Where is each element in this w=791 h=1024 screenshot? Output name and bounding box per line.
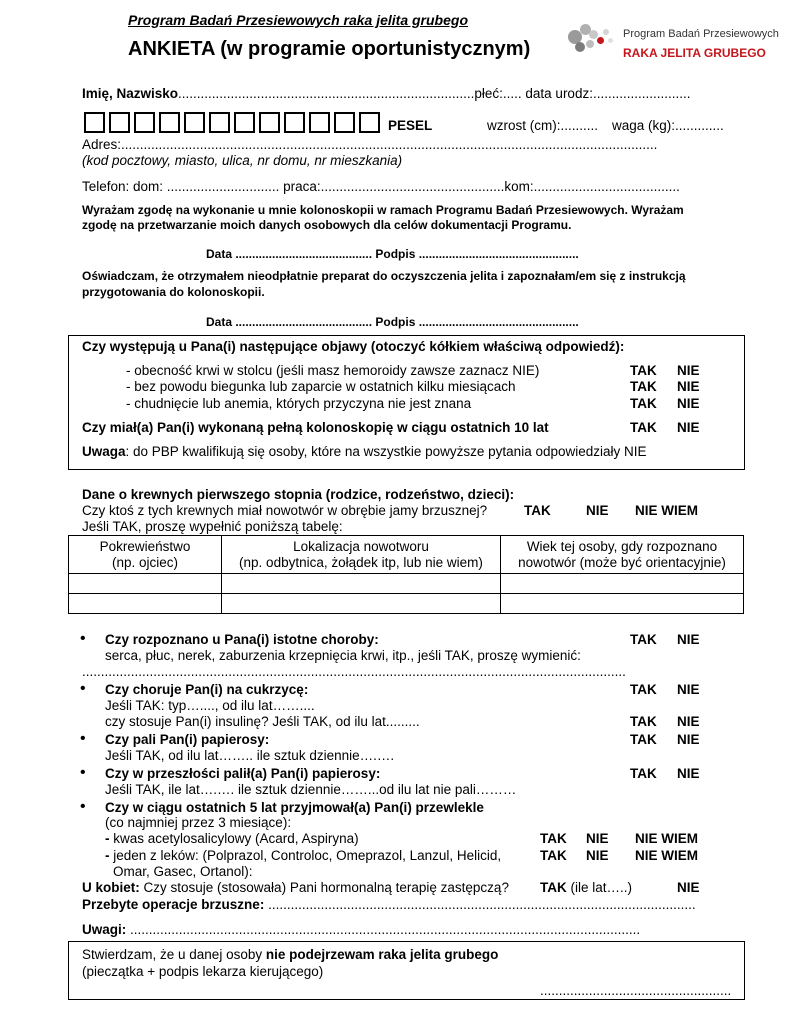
answer-no[interactable]: NIE bbox=[677, 632, 700, 647]
question-diseases: Czy rozpoznano u Pana(i) istotne choroby: bbox=[105, 632, 379, 647]
hrt-yes[interactable]: TAK (ile lat…..) bbox=[540, 880, 633, 895]
medication-sub: (co najmniej przez 3 miesiące): bbox=[105, 815, 292, 830]
name-row[interactable] bbox=[82, 86, 690, 101]
dob-label: data urodz:.......................... bbox=[525, 86, 691, 101]
question-diabetes: Czy choruje Pan(i) na cukrzycę: bbox=[105, 682, 309, 697]
address-row[interactable]: Adres:............................................................................................................................................... bbox=[82, 137, 658, 152]
column-header: Pokrewieństwo (np. ojciec) bbox=[69, 536, 222, 574]
symptom-item: - chudnięcie lub anemia, których przyczyna nie jest znana bbox=[126, 396, 472, 411]
answer-yes[interactable]: TAK bbox=[630, 714, 657, 729]
medication-ppi: - jeden z leków: (Polprazol, Controloc, Omeprazol, Lanzul, Helicid, bbox=[105, 848, 502, 863]
past-smoking-sub[interactable]: Jeśli TAK, ile lat….…. ile sztuk dziennie……...od ilu lat nie pali……… bbox=[105, 782, 517, 797]
consent2-line2: przygotowania do kolonoskopii. bbox=[82, 285, 265, 299]
symptom-item: - bez powodu biegunka lub zaparcie w ostatnich kilku miesiącach bbox=[126, 379, 516, 394]
pesel-label: PESEL bbox=[388, 118, 433, 133]
program-title: Program Badań Przesiewowych raka jelita grubego bbox=[128, 12, 468, 28]
answer-yes[interactable]: TAK bbox=[630, 682, 657, 697]
smoking-sub[interactable]: Jeśli TAK, od ilu lat…….. ile sztuk dziennie….…. bbox=[105, 748, 395, 763]
logo-line2: RAKA JELITA GRUBEGO bbox=[623, 46, 766, 60]
answer-dont-know[interactable]: NIE WIEM bbox=[635, 848, 698, 863]
symptoms-note: Uwaga: do PBP kwalifikują się osoby, które na wszystkie powyższe pytania odpowiedziały NIE bbox=[82, 444, 647, 459]
answer-dont-know[interactable]: NIE WIEM bbox=[635, 831, 698, 846]
answer-no[interactable]: NIE bbox=[586, 503, 609, 518]
answer-no[interactable]: NIE bbox=[677, 714, 700, 729]
medication-ppi-cont: Omar, Gasec, Ortanol): bbox=[113, 864, 253, 879]
signature-line-2[interactable]: Data ......................................... Podpis ................................................ bbox=[206, 315, 579, 329]
table-header-row bbox=[69, 536, 744, 574]
diabetes-sub[interactable]: Jeśli TAK: typ…...., od ilu lat…….... bbox=[105, 698, 315, 713]
answer-no[interactable]: NIE bbox=[677, 420, 700, 435]
consent1-line1: Wyrażam zgodę na wykonanie u mnie kolonoskopii w ramach Programu Badań Przesiewowych. Wyrażam bbox=[82, 203, 684, 217]
answer-no[interactable]: NIE bbox=[677, 732, 700, 747]
answer-no[interactable]: NIE bbox=[677, 363, 700, 378]
answer-no[interactable]: NIE bbox=[586, 831, 609, 846]
symptom-item: - obecność krwi w stolcu (jeśli masz hemoroidy zawsze zaznacz NIE) bbox=[126, 363, 540, 378]
answer-no[interactable]: NIE bbox=[677, 379, 700, 394]
answer-yes[interactable]: TAK bbox=[630, 379, 657, 394]
answer-yes[interactable]: TAK bbox=[630, 363, 657, 378]
name-dots: ............................................................................... bbox=[178, 86, 475, 101]
answer-yes[interactable]: TAK bbox=[630, 766, 657, 781]
answer-no[interactable]: NIE bbox=[677, 396, 700, 411]
address-hint: (kod pocztowy, miasto, ulica, nr domu, nr mieszkania) bbox=[82, 153, 403, 168]
answer-yes[interactable]: TAK bbox=[630, 632, 657, 647]
bullet-icon: • bbox=[80, 798, 86, 815]
bullet-icon: • bbox=[80, 764, 86, 781]
relatives-table bbox=[68, 535, 744, 614]
answer-yes[interactable]: TAK bbox=[630, 396, 657, 411]
diseases-answer-line[interactable]: ................................................................................................................................................. bbox=[82, 664, 626, 679]
answer-yes[interactable]: TAK bbox=[540, 831, 567, 846]
symptoms-heading: Czy występują u Pana(i) następujące objawy (otoczyć kółkiem właściwą odpowiedź): bbox=[82, 339, 625, 354]
answer-no[interactable]: NIE bbox=[677, 880, 700, 895]
bullet-icon: • bbox=[80, 680, 86, 697]
question-past-smoking: Czy w przeszłości palił(a) Pan(i) papierosy: bbox=[105, 766, 381, 781]
hrt-question: U kobiet: Czy stosuje (stosowała) Pani hormonalną terapię zastępczą? bbox=[82, 880, 509, 895]
column-header: Wiek tej osoby, gdy rozpoznano nowotwór (może być orientacyjnie) bbox=[501, 536, 744, 574]
question-smoking: Czy pali Pan(i) papierosy: bbox=[105, 732, 270, 747]
consent1-line2: zgodę na przetwarzanie moich danych osobowych dla celów dokumentacji Programu. bbox=[82, 218, 572, 232]
weight-label[interactable]: waga (kg):............. bbox=[612, 118, 724, 133]
height-label[interactable]: wzrost (cm):.......... bbox=[487, 118, 598, 133]
question-diseases-sub: serca, płuc, nerek, zaburzenia krzepnięcia krwi, itp., jeśli TAK, proszę wymienić: bbox=[105, 648, 581, 663]
consent2-line1: Oświadczam, że otrzymałem nieodpłatnie preparat do oczyszczenia jelita i zapoznałam/em się z instrukcją bbox=[82, 269, 686, 283]
sex-label: płeć:..... bbox=[474, 86, 522, 101]
answer-dont-know[interactable]: NIE WIEM bbox=[635, 503, 698, 518]
medication-aspirin: - kwas acetylosalicylowy (Acard, Aspiryna) bbox=[105, 831, 359, 846]
relatives-instruction: Jeśli TAK, proszę wypełnić poniższą tabelę: bbox=[82, 519, 343, 534]
insulin-question[interactable]: czy stosuje Pan(i) insulinę? Jeśli TAK, od ilu lat......... bbox=[105, 714, 420, 729]
answer-yes[interactable]: TAK bbox=[630, 420, 657, 435]
answer-yes[interactable]: TAK bbox=[540, 848, 567, 863]
logo-line1: Program Badań Przesiewowych bbox=[623, 28, 779, 40]
surgery-row[interactable]: Przebyte operacje brzuszne: .................................................................................................................. bbox=[82, 897, 696, 912]
table-row[interactable] bbox=[69, 574, 744, 594]
name-label: Imię, Nazwisko bbox=[82, 86, 179, 101]
bullet-icon: • bbox=[80, 730, 86, 747]
remarks-row[interactable]: Uwagi: ........................................................................................................................................ bbox=[82, 922, 641, 937]
answer-yes[interactable]: TAK bbox=[630, 732, 657, 747]
phone-row[interactable]: Telefon: dom: .............................. praca:.................................................kom:....................................... bbox=[82, 179, 680, 194]
answer-no[interactable]: NIE bbox=[677, 766, 700, 781]
physician-stamp-label: (pieczątka + podpis lekarza kierującego) bbox=[82, 964, 324, 979]
answer-no[interactable]: NIE bbox=[586, 848, 609, 863]
physician-signature-line[interactable]: ................................................... bbox=[540, 983, 732, 998]
answer-no[interactable]: NIE bbox=[677, 682, 700, 697]
signature-line-1[interactable]: Data ......................................... Podpis ................................................ bbox=[206, 247, 579, 261]
form-title: ANKIETA (w programie oportunistycznym) bbox=[128, 38, 531, 60]
bullet-icon: • bbox=[80, 630, 86, 647]
answer-yes[interactable]: TAK bbox=[524, 503, 551, 518]
relatives-question: Czy ktoś z tych krewnych miał nowotwór w obrębie jamy brzusznej? bbox=[82, 503, 488, 518]
column-header: Lokalizacja nowotworu (np. odbytnica, żołądek itp, lub nie wiem) bbox=[222, 536, 501, 574]
physician-statement: Stwierdzam, że u danej osoby nie podejrzewam raka jelita grubego bbox=[82, 947, 499, 962]
colonoscopy-question: Czy miał(a) Pan(i) wykonaną pełną kolonoskopię w ciągu ostatnich 10 lat bbox=[82, 420, 549, 435]
table-row[interactable] bbox=[69, 594, 744, 614]
relatives-heading: Dane o krewnych pierwszego stopnia (rodzice, rodzeństwo, dzieci): bbox=[82, 487, 515, 502]
question-medication: Czy w ciągu ostatnich 5 lat przyjmował(a) Pan(i) przewlekle bbox=[105, 800, 484, 815]
